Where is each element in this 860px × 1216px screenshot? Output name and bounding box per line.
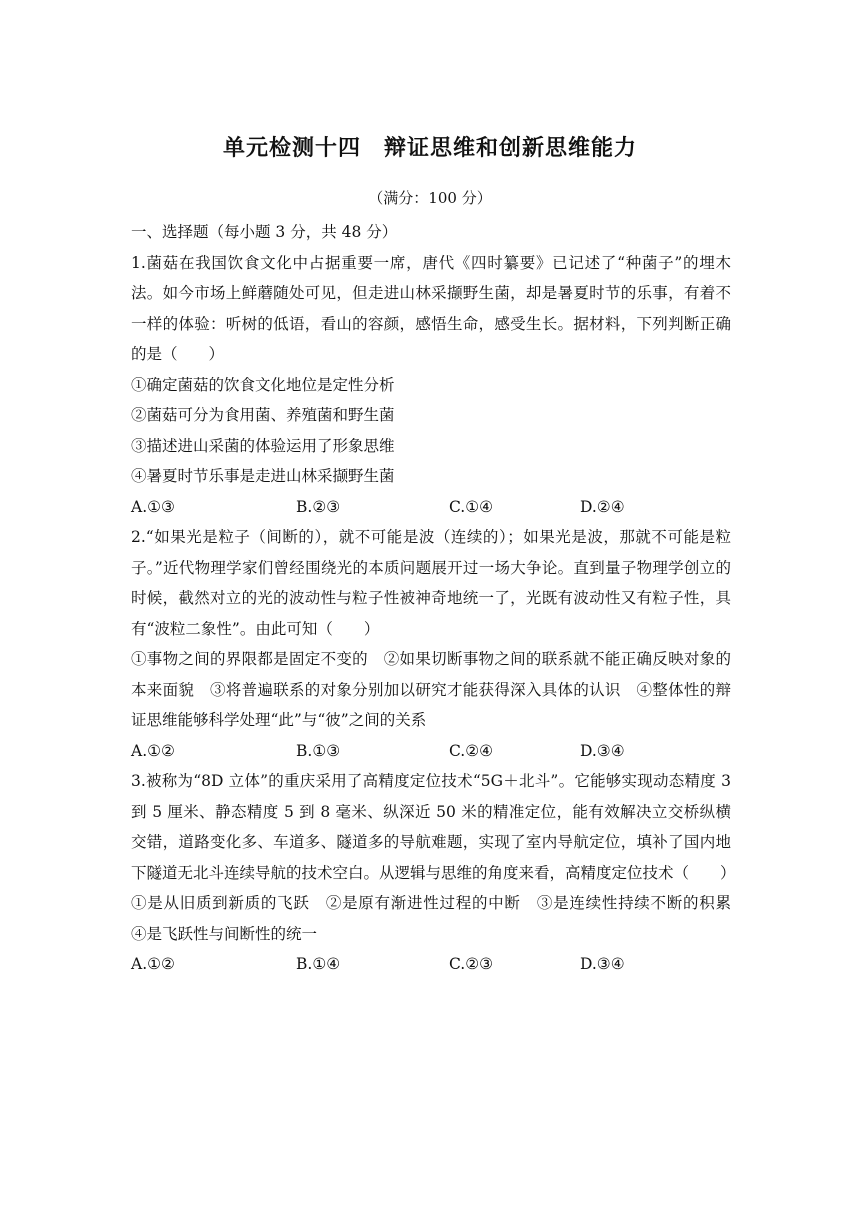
option-d: D.②④: [580, 497, 625, 516]
option-b: B.②③: [296, 497, 341, 516]
page-title: 单元检测十四 辩证思维和创新思维能力: [222, 136, 637, 161]
question-3-statements: ①是从旧质到新质的飞跃 ②是原有渐进性过程的中断 ③是连续性持续不断的积累 ④是飞跃性与间断性的统一: [131, 894, 747, 943]
question-1-statement: ②菌菇可分为食用菌、养殖菌和野生菌: [131, 406, 395, 424]
question-1-statement: ③描述进山采菌的体验运用了形象思维: [131, 436, 395, 455]
option-d: D.③④: [580, 955, 625, 973]
section-heading: 一、选择题（每小题 3 分，共 48 分）: [131, 223, 398, 241]
question-3-options: [131, 949, 731, 980]
question-2-statements: ①事物之间的界限都是固定不变的 ②如果切断事物之间的联系就不能正确反映对象的本来面貌 ③将普遍联系的对象分别加以研究才能获得深入具体的认识 ④整体性的辩证思维能够科学处理“此”与“彼”之间的关系: [131, 650, 731, 729]
question-1-options: [131, 492, 731, 523]
option-d: D.③④: [580, 741, 625, 760]
score-note: （满分：100 分）: [368, 189, 492, 207]
option-a: A.①②: [131, 741, 175, 760]
option-c: C.②④: [449, 741, 494, 760]
option-b: B.①④: [296, 955, 341, 973]
option-a: A.①②: [131, 955, 175, 973]
option-c: C.②③: [449, 955, 494, 973]
question-1-statement: ④暑夏时节乐事是走进山林采撷野生菌: [131, 467, 395, 485]
option-b: B.①③: [296, 741, 341, 760]
question-3-stem: 3.被称为“8D 立体”的重庆采用了高精度定位技术“5G＋北斗”。它能够实现动态精度 3 到 5 厘米、静态精度 5 到 8 毫米、纵深近 50 米的精准定位，能有效解决立交桥纵横交错，道路变化多、车道多、隧道多的导航难题，实现了室内导航定位，填补了国内地下隧道无北斗连续导航的技术空白。从逻辑与思维的角度来看，高精度定位技术（ ）: [131, 772, 736, 882]
question-2-options: [131, 736, 731, 767]
option-c: C.①④: [449, 497, 494, 516]
question-1-statement: ①确定菌菇的饮食文化地位是定性分析: [131, 375, 395, 394]
question-2-stem: 2.“如果光是粒子（间断的），就不可能是波（连续的）；如果光是波，那就不可能是粒子。”近代物理学家们曾经围绕光的本质问题展开过一场大争论。直到量子物理学创立的时候，截然对立的光的波动性与粒子性被神奇地统一了，光既有波动性又有粒子性，具有“波粒二象性”。由此可知（ ）: [131, 528, 731, 638]
option-a: A.①③: [131, 497, 175, 516]
question-1-stem: 1.菌菇在我国饮食文化中占据重要一席，唐代《四时纂要》已记述了“种菌子”的埋木法。如今市场上鲜蘑随处可见，但走进山林采撷野生菌，却是暑夏时节的乐事，有着不一样的体验：听树的低语，看山的容颜，感悟生命，感受生长。据材料，下列判断正确的是（ ）: [131, 253, 731, 363]
document-body: [131, 217, 747, 980]
